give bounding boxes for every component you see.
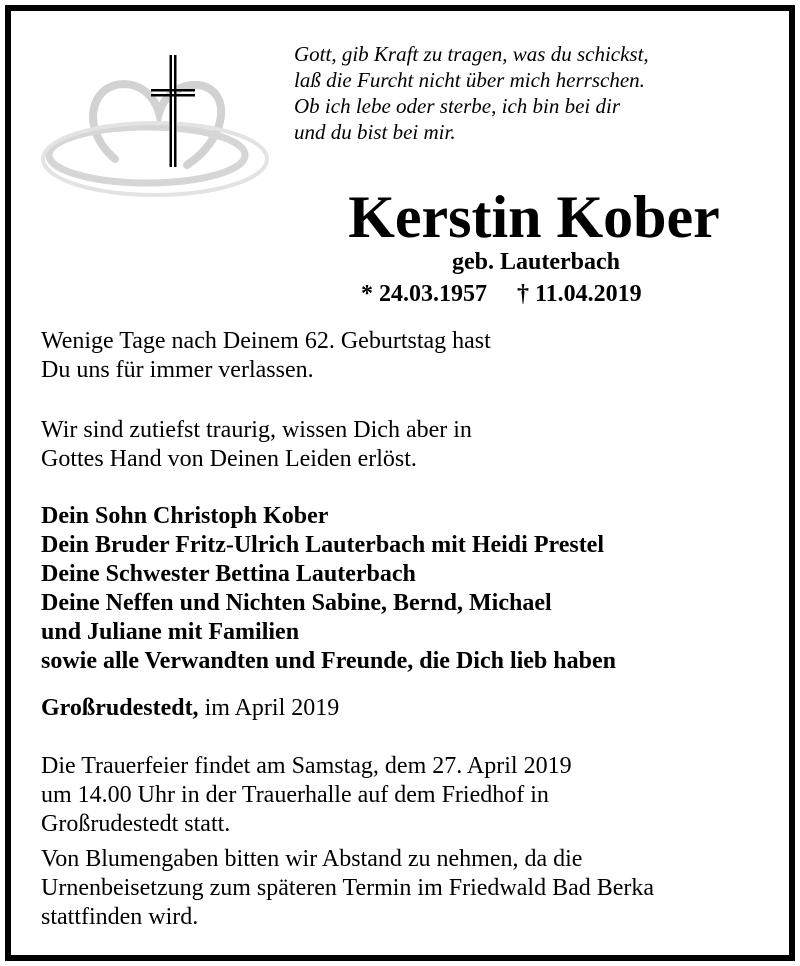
date: im April 2019 [198, 695, 340, 721]
funeral-info [41, 752, 781, 839]
message-line: Wenige Tage nach Deinem 62. Geburtstag hast [41, 328, 491, 354]
mourner-line: Dein Bruder Fritz-Ulrich Lauterbach mit Heidi Prestel [41, 532, 605, 558]
birth-date: * 24.03.1957 [361, 281, 487, 307]
verse-line: laß die Furcht nicht über mich herrschen. [294, 68, 645, 92]
message-line: Du uns für immer verlassen. [41, 357, 314, 383]
message-paragraph-2 [41, 416, 781, 474]
heart-cross-emblem [37, 47, 277, 197]
funeral-line: Die Trauerfeier findet am Samstag, dem 27. April 2019 [41, 753, 572, 779]
obituary-frame [5, 5, 795, 961]
flowers-line: stattfinden wird. [41, 904, 199, 930]
flowers-line: Urnenbeisetzung zum späteren Termin im Friedwald Bad Berka [41, 875, 655, 901]
message-paragraph-1 [41, 327, 781, 385]
message-line: Gottes Hand von Deinen Leiden erlöst. [41, 446, 417, 472]
birth-name: geb. Lauterbach [452, 249, 620, 275]
mourner-line: Dein Sohn Christoph Kober [41, 503, 329, 529]
verse-line: und du bist bei mir. [294, 120, 456, 144]
mourner-line: Deine Neffen und Nichten Sabine, Bernd, Michael [41, 590, 552, 616]
deceased-name: Kerstin Kober [348, 184, 720, 250]
funeral-line: um 14.00 Uhr in der Trauerhalle auf dem Friedhof in [41, 782, 549, 808]
mourner-line: und Juliane mit Familien [41, 619, 300, 645]
place: Großrudestedt, [41, 695, 199, 721]
verse-line: Gott, gib Kraft zu tragen, was du schickst, [294, 42, 649, 66]
death-date: † 11.04.2019 [517, 281, 642, 307]
life-dates [361, 279, 701, 309]
flowers-line: Von Blumengaben bitten wir Abstand zu nehmen, da die [41, 846, 583, 872]
verse-line: Ob ich lebe oder sterbe, ich bin bei dir [294, 94, 621, 118]
heart-icon [43, 84, 267, 195]
verse [294, 41, 774, 145]
mourner-line: Deine Schwester Bettina Lauterbach [41, 561, 416, 587]
place-date [41, 694, 781, 723]
message-line: Wir sind zutiefst traurig, wissen Dich aber in [41, 417, 472, 443]
funeral-line: Großrudestedt statt. [41, 811, 231, 837]
mourners-list [41, 502, 781, 676]
mourner-line: sowie alle Verwandten und Freunde, die Dich lieb haben [41, 648, 616, 674]
flowers-note [41, 845, 781, 932]
